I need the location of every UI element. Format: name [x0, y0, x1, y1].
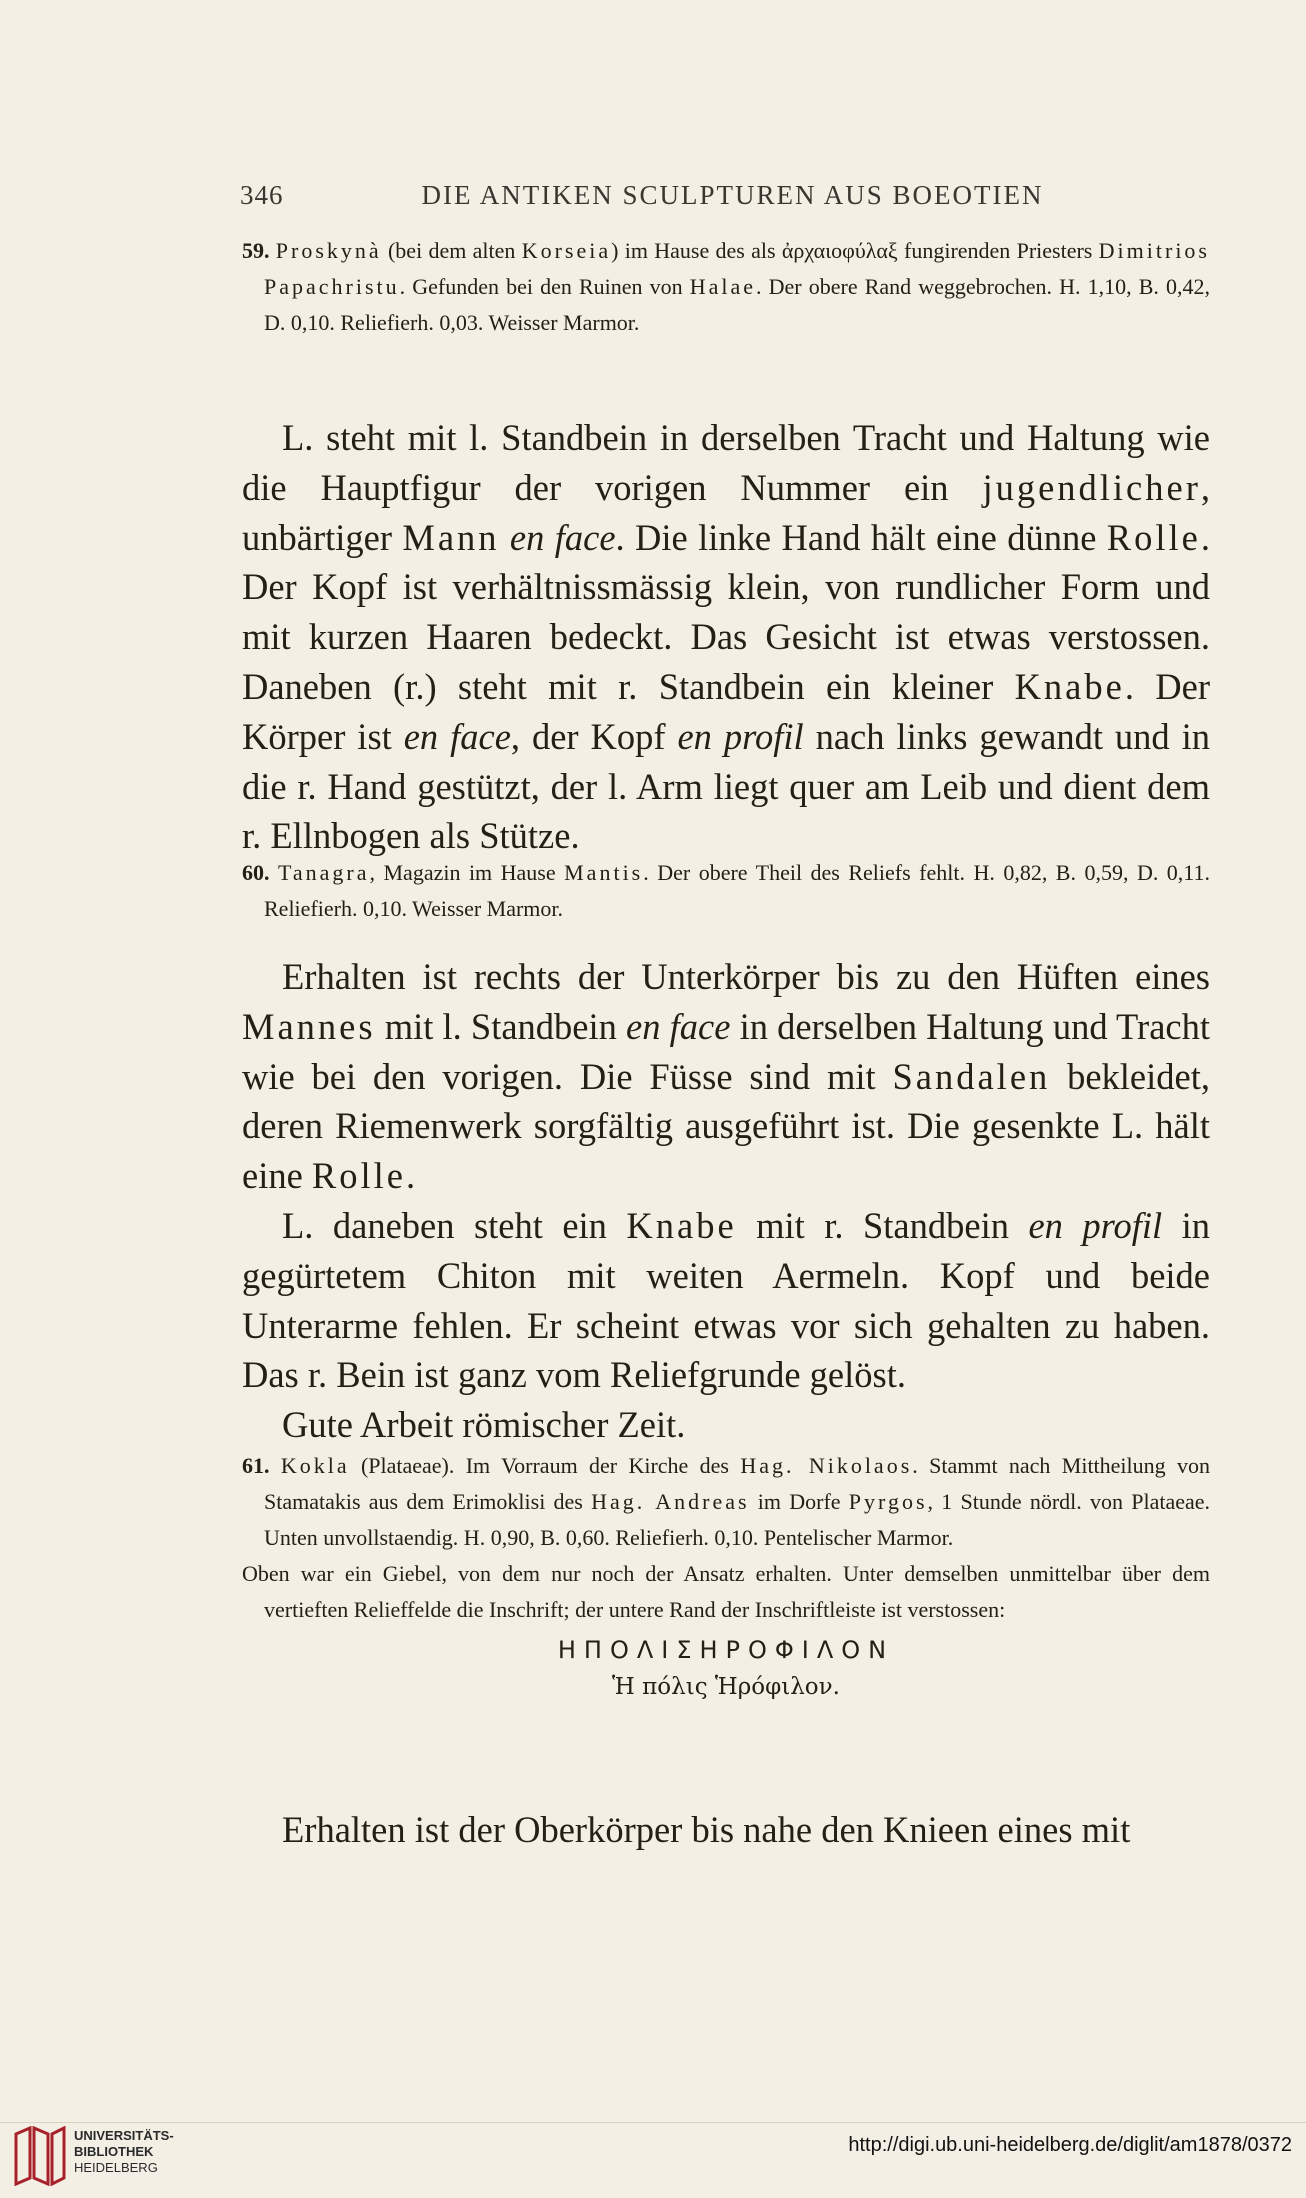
library-emblem-icon — [12, 2126, 68, 2186]
source-url-link[interactable]: http://digi.ub.uni-heidelberg.de/diglit/am1878/0372 — [848, 2134, 1292, 2156]
inscription-note: Oben war ein Giebel, von dem nur noch der Ansatz erhalten. Unter demselben unmittelbar über dem vertieften Relieffelde die Inschrift; der untere Rand der Inschriftleiste ist verstossen: — [242, 1561, 1210, 1622]
catalog-entry-59: 59. Proskynà (bei dem alten Korseia) im Hause des als ἀρχαιοφύλαξ fungirenden Priesters Dimitrios Papachristu. Gefunden bei den Ruinen von Halae. Der obere Rand weggebrochen. H. 1,10, B. 0,42, D. 0,10. Reliefierh. 0,03. Weisser Marmor. — [242, 238, 1211, 335]
description-60: Erhalten ist rechts der Unterkörper bis zu den Hüften eines Mannes mit l. Standbein en face in derselben Haltung und Tracht wie bei den vorigen. Die Füsse sind mit Sandalen bekleidet, deren Riemenwerk sorgfältig ausgeführt ist. Die gesenkte L. hält eine Rolle. L. daneben steht ein Knabe mit r. Standbein en profil in gegürtetem Chiton mit weiten Aermeln. Kopf und beide Unterarme fehlen. Er scheint etwas vor sich gehalten zu haben. Das r. Bein ist ganz vom Reliefgrunde gelöst. Gute Arbeit römischer Zeit. — [242, 956, 1211, 1446]
description-59: L. steht mit l. Standbein in derselben Tracht und Haltung wie die Hauptfigur der vorigen Nummer ein jugendlicher, unbärtiger Mann en face. Die linke Hand hält eine dünne Rolle. Der Kopf ist verhältnissmässig klein, von rundlicher Form und mit kurzen Haaren bedeckt. Das Gesicht ist etwas verstossen. Daneben (r.) steht mit r. Standbein ein kleiner Knabe. Der Körper ist en face, der Kopf en profil nach links gewandt und in die r. Hand gestützt, der l. Arm liegt quer am Leib und dient dem r. Ellnbogen als Stütze. — [242, 417, 1211, 857]
entry-number: 61. — [242, 1453, 270, 1478]
footer-divider — [0, 2122, 1306, 2123]
description-61: Erhalten ist der Oberkörper bis nahe den Knieen eines mit — [282, 1809, 1131, 1850]
greek-inscription: ΗΠΟΛΙΣΗΡΟΦΙΛΟΝ — [557, 1636, 895, 1664]
page-number: 346 — [240, 180, 284, 210]
entry-number: 60. — [242, 860, 270, 885]
running-title: DIE ANTIKEN SCULPTUREN AUS BOEOTIEN — [421, 180, 1044, 210]
catalog-entry-61: 61. Kokla (Plataeae). Im Vorraum der Kirche des Hag. Nikolaos. Stammt nach Mittheilung von Stamatakis aus dem Erimoklisi des Hag. Andreas im Dorfe Pyrgos, 1 Stunde nördl. von Plataeae. Unten unvollstaendig. H. 0,90, B. 0,60. Reliefierh. 0,10. Pentelischer Marmor. Oben war ein Giebel, von dem nur noch der Ansatz erhalten. Unter demselben unmittelbar über dem vertieften Relieffelde die Inschrift; der untere Rand der Inschriftleiste ist verstossen: ΗΠΟΛΙΣΗΡΟΦΙΛΟΝ Ἡ πόλις Ἡρόφιλον. — [242, 1448, 1210, 1704]
catalog-entry-60: 60. Tanagra, Magazin im Hause Mantis. Der obere Theil des Reliefs fehlt. H. 0,82, B. 0,59, D. 0,11. Reliefierh. 0,10. Weisser Marmor. — [242, 860, 1210, 921]
library-logo: UNIVERSITÄTS- BIBLIOTHEK HEIDELBERG — [12, 2126, 172, 2196]
entry-number: 59. — [242, 238, 270, 263]
greek-transcription: Ἡ πόλις Ἡρόφιλον. — [612, 1674, 840, 1700]
